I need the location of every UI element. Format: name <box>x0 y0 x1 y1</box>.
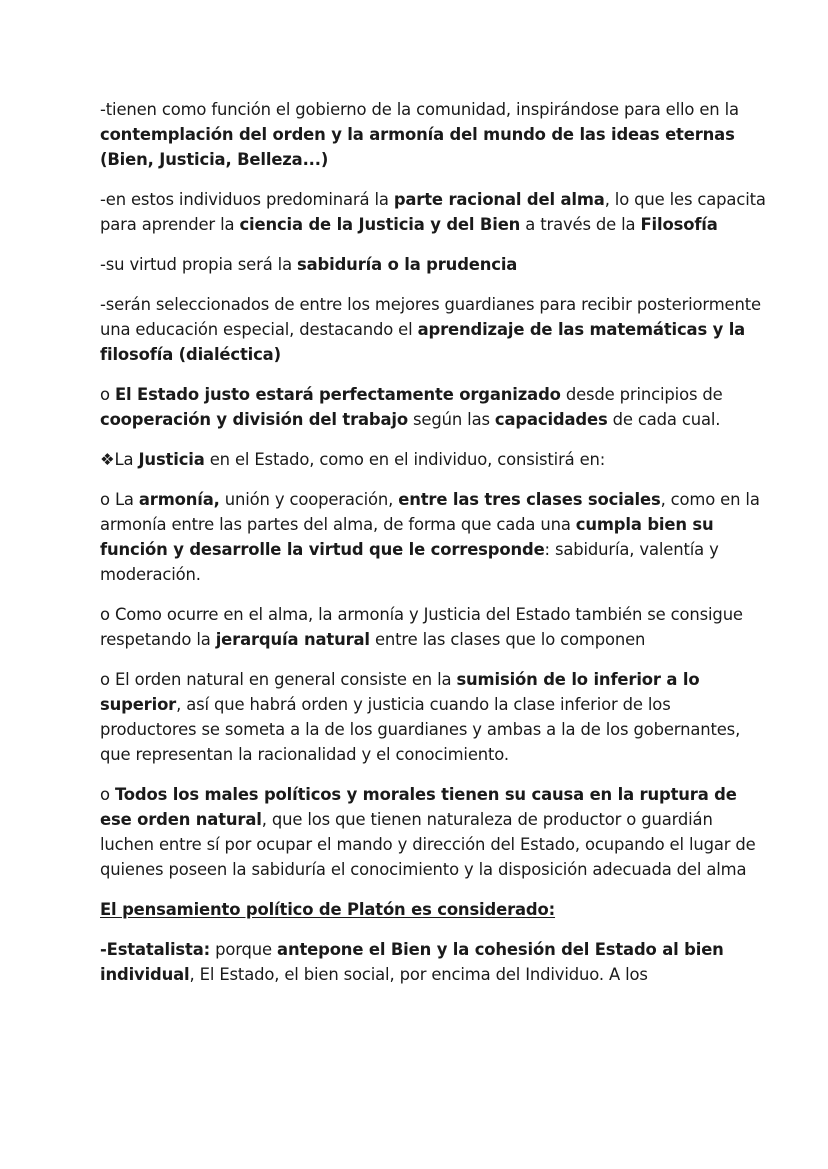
paragraph-virtud <box>100 252 768 277</box>
text-run: o La <box>100 490 139 509</box>
text-run: porque <box>210 940 278 959</box>
bold-text-run: aprendizaje de las matemáticas y la filosofía (dialéctica) <box>100 320 746 364</box>
text-run: , El Estado, el bien social, por encima del Individuo. A los <box>189 965 648 984</box>
text-run: , que los que tienen naturaleza de productor o guardián luchen entre sí por ocupar el mando y dirección del Estado, ocupando el lugar de quienes poseen la sabiduría el conocimiento y la disposición adecuada del alma <box>100 810 756 879</box>
text-run: según las <box>407 410 495 429</box>
paragraph-orden-natural <box>100 667 768 767</box>
section-heading-pensamiento-politico <box>100 897 768 922</box>
bold-text-run: Filosofía <box>640 215 718 234</box>
paragraph-estatalista <box>100 937 768 987</box>
paragraph-jerarquia <box>100 602 768 652</box>
text-run: a través de la <box>520 215 641 234</box>
text-run: -tienen como función el gobierno de la comunidad, inspirándose para ello en la <box>100 100 739 119</box>
paragraph-educacion <box>100 292 768 367</box>
bold-text-run: El Estado justo estará perfectamente organizado <box>114 385 561 404</box>
text-run: entre las clases que lo componen <box>369 630 646 649</box>
text-run: o Como ocurre en el alma, la armonía y Justicia del Estado también se consigue respetando la <box>100 605 743 649</box>
paragraph-armonia <box>100 487 768 587</box>
bold-text-run: armonía, <box>138 490 220 509</box>
bold-text-run: antepone el Bien y la cohesión del Estado al bien individual <box>100 940 724 984</box>
text-run: , lo que les capacita para aprender la <box>100 190 766 234</box>
paragraph-justicia-estado <box>100 447 768 472</box>
text-run: en el Estado, como en el individuo, consistirá en: <box>204 450 606 469</box>
bold-text-run: sumisión de lo inferior a lo superior <box>100 670 700 714</box>
bold-text-run: Justicia <box>138 450 205 469</box>
text-run: : sabiduría, valentía y moderación. <box>100 540 719 584</box>
text-run: de cada cual. <box>607 410 721 429</box>
bold-text-run: parte racional del alma <box>393 190 605 209</box>
text-run: o <box>100 385 115 404</box>
bold-text-run: entre las tres clases sociales <box>398 490 661 509</box>
text-run: -serán seleccionados de entre los mejores guardianes para recibir posteriormente una educación especial, destacando el <box>100 295 761 339</box>
text-run: o El orden natural en general consiste en la <box>100 670 457 689</box>
text-run: -su virtud propia será la <box>100 255 298 274</box>
bold-text-run: Todos los males políticos y morales tienen su causa en la ruptura de ese orden natural <box>100 785 737 829</box>
bold-text-run: El pensamiento político de Platón es considerado: <box>100 900 556 919</box>
text-run: unión y cooperación, <box>219 490 399 509</box>
text-run: desde principios de <box>560 385 723 404</box>
bold-text-run: cumpla bien su función y desarrolle la virtud que le corresponde <box>100 515 714 559</box>
bold-text-run: ciencia de la Justicia y del Bien <box>239 215 521 234</box>
text-run: , como en la armonía entre las partes del alma, de forma que cada una <box>100 490 760 534</box>
bold-text-run: sabiduría o la prudencia <box>297 255 518 274</box>
bold-text-run: -Estatalista: <box>100 940 211 959</box>
paragraph-males-politicos <box>100 782 768 882</box>
text-run: ❖La <box>100 450 139 469</box>
bold-text-run: jerarquía natural <box>215 630 370 649</box>
bold-text-run: contemplación del orden y la armonía del mundo de las ideas eternas (Bien, Justicia, Belleza...) <box>100 125 735 169</box>
text-run: o <box>100 785 115 804</box>
text-run: , así que habrá orden y justicia cuando la clase inferior de los productores se someta a la de los guardianes y ambas a la de los gobernantes, que representan la racionalidad y el conocimiento. <box>100 695 741 764</box>
text-run: -en estos individuos predominará la <box>100 190 394 209</box>
paragraph-estado-justo <box>100 382 768 432</box>
paragraph-gobernantes-funcion <box>100 97 768 172</box>
bold-text-run: capacidades <box>494 410 608 429</box>
paragraph-parte-racional <box>100 187 768 237</box>
bold-text-run: cooperación y división del trabajo <box>100 410 408 429</box>
